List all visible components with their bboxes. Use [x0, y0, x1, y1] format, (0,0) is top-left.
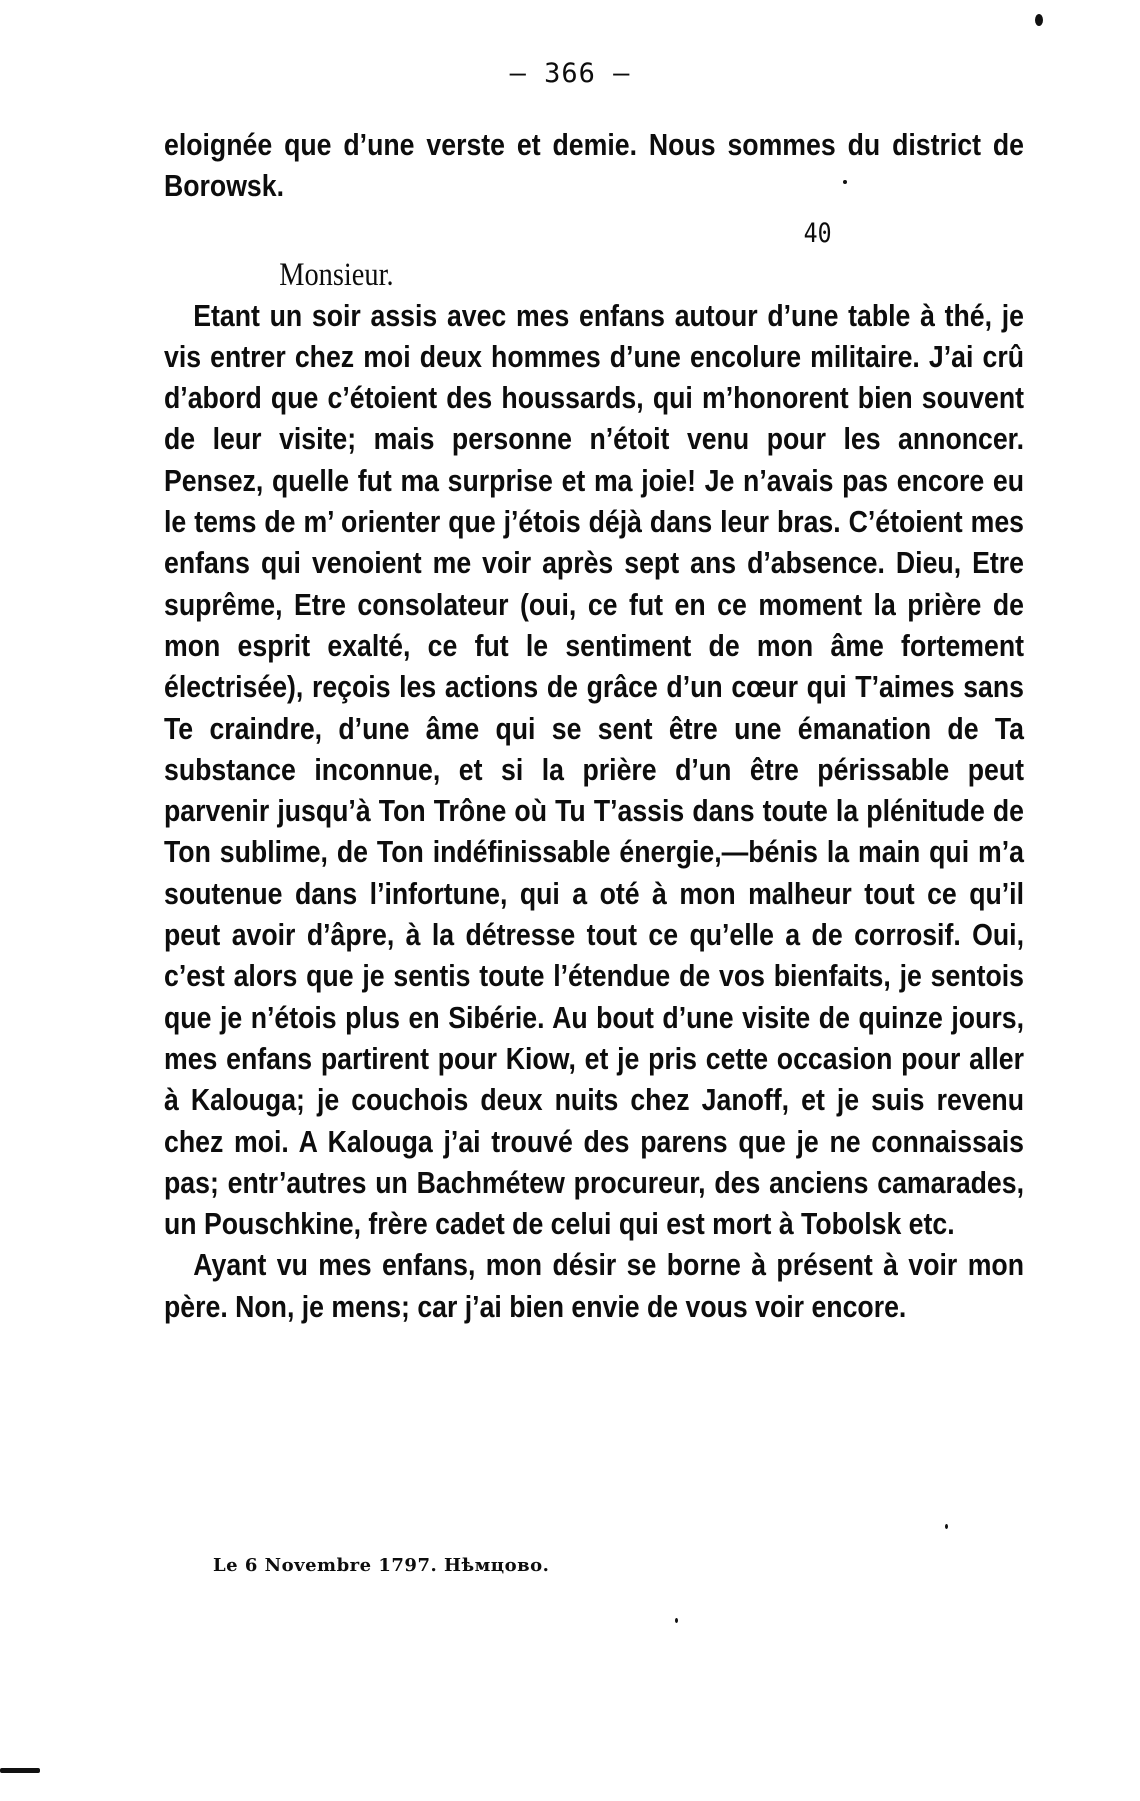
page-number: — 366 — — [509, 58, 631, 89]
letter-signature: Le 6 Novembre 1797. Нѣмцово. — [213, 1555, 550, 1576]
scan-speck — [945, 1524, 948, 1529]
opening-text: eloignée que d’une verste et demie. Nous sommes du district de Borowsk. — [164, 127, 1024, 204]
letter-body — [164, 124, 1025, 1327]
scan-speck — [843, 180, 847, 184]
salutation: Monsieur. — [279, 256, 394, 293]
paragraph-1: Etant un soir assis avec mes enfans autour d’une table à thé, je vis entrer chez moi deux hommes d’une encolure militaire. J’ai crû d’abord que c’étoient des houssards, qui m’honorent bien souvent de leur visite; mais personne n’étoit venu pour les annoncer. Pensez, quelle fut ma surprise et ma joie! Je n’avais pas encore eu le tems de m’ orienter que j’étois déjà dans leur bras. C’étoient mes enfans qui venoient me voir après sept ans d’absence. Dieu, Etre suprême, Etre consolateur (oui, ce fut en ce moment la prière de mon esprit exalté, ce fut le sentiment de mon âme fortement électrisée), reçois les actions de grâce d’un cœur qui T’aimes sans Te craindre, d’une âme qui se sent être une émanation de Ta substance inconnue, et si la prière d’un être périssable peut parvenir jusqu’à Ton Trône où Tu T’assis dans toute la plénitude de Ton sublime, de Ton indéfinissable énergie,—bénis la main qui m’a soutenue dans l’infortune, qui a oté à mon malheur tout ce qu’il peut avoir d’âpre, à la détresse tout ce qu’elle a de corrosif. Oui, c’est alors que je sentis toute l’étendue de vos bienfaits, je sentois que je n’étois plus en Sibérie. Au bout d’une visite de quinze jours, mes enfans partirent pour Kiow, et je pris cette occasion pour aller à Kalouga; je couchois deux nuits chez Janoff, et je suis revenu chez moi. A Kalouga j’ai trouvé des parens que je ne connaissais pas; entr’autres un Bachmétew procureur, des anciens camarades, un Pouschkine, frère cadet de celui qui est mort à Tobolsk etc. — [164, 297, 1025, 1242]
scan-speck — [675, 1618, 678, 1623]
paragraph-2: Ayant vu mes enfans, mon désir se borne à présent à voir mon père. Non, je mens; car j’ai bien envie de vous voir encore. — [164, 1247, 1025, 1324]
scan-speck — [0, 1768, 40, 1773]
scan-speck — [1035, 14, 1043, 26]
letter-number: 40 — [803, 217, 832, 249]
